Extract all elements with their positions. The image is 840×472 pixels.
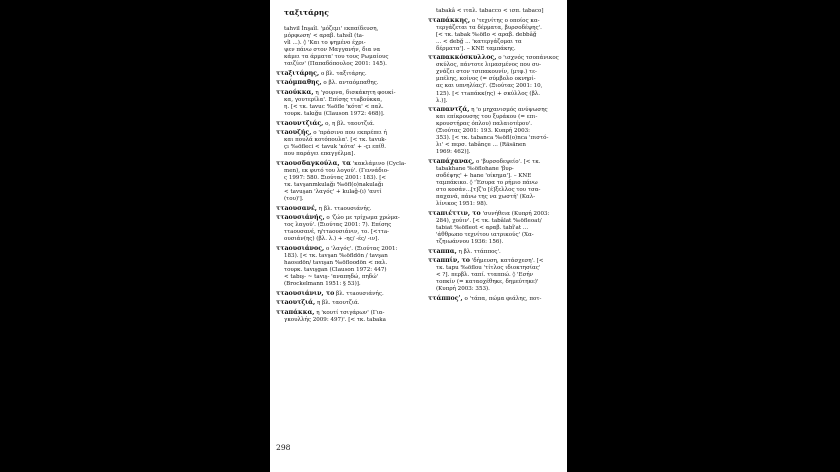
- entry-text: ο 'ισχνός τσοπάνικος σκύλος, πάντοτε λιμασμένος που συ- χνάζει στον τσιπακουνίν, (μτφ.) τε- μπέλης, κοίνος (= σύμβολο οκνηρί- ας και υπνηλίας)'. (Ξιούτας 2001: 10, 125). [< ττaπάκκ(ης) + σκύλλος (βλ. λ.)].: [436, 55, 559, 104]
- dictionary-entry: [276, 205, 424, 213]
- left-column: [276, 26, 424, 325]
- dictionary-entry: [276, 245, 424, 288]
- entry-headword: ττaπιέττιν, το: [428, 209, 481, 217]
- entry-text: ο βλ. ανταόμπαθης.: [321, 80, 379, 87]
- dictionary-entry: [276, 299, 424, 307]
- dictionary-entry: [428, 295, 563, 303]
- entry-headword: ττaουσανέ,: [276, 204, 318, 212]
- entry-headword: ττaουσιάνιν, το: [276, 289, 335, 297]
- dictionary-entry: [428, 248, 563, 256]
- entry-text: ο 'πράσινο που εκπρέπει ή και πουλά κοτόπουλα'. [< τκ. tavuk- çı ‰öfleci < tavuk 'κότα' + -çı επίθ. που παράγει επαγγέλμα].: [284, 130, 387, 158]
- right-column: [428, 8, 563, 304]
- dictionary-entry: [276, 309, 424, 324]
- entry-headword: ττaπάκκης,: [428, 16, 471, 24]
- dictionary-entry: [276, 79, 424, 87]
- entry-headword: ττaουτζιά,: [276, 299, 316, 307]
- entry-text: tabakâ < ιταλ. tabacco < ισπ. tabaco]: [436, 8, 544, 14]
- entry-text: ο 'ζώο με τρίχωμα χρώμα- τος λαγού'. (Ξιούτας 2001: 7). Επίσης ττaουσανέ, η/ττaουσιάνιν, το. [<ττa- ουσιάν(ης) (βλ. λ.) + -ης/ -ές/ -ιν].: [284, 215, 400, 243]
- dictionary-entry: [428, 158, 563, 208]
- entry-headword: ττaπακκόσκυλλος,: [428, 54, 497, 62]
- dictionary-entry: [428, 8, 563, 15]
- dictionary-entry: [276, 129, 424, 158]
- entry-headword: ττaόμπαθης,: [276, 79, 322, 87]
- entry-text: η βλ. ταουτζιά.: [315, 300, 360, 307]
- dictionary-entry: [276, 26, 424, 68]
- dictionary-entry: [428, 17, 563, 53]
- entry-headword: ττaππίν, το: [428, 257, 471, 265]
- entry-text: ο 'βυρσοδεψείο'. [< τκ. tabakhane ‰öflohane 'βυρ- σοδέψης' + hane 'οίκημα']. – ΚΝΕ ταμπάκικο. ◊ 'Έσυρα το ρήμιο πάνω στο κοσάν...[τ]ζ'ο [έ]ξελλος του τσα- παχανά, πάνω της να χωστή' (Καλ- λίνικος 1951: 98).: [436, 158, 541, 208]
- entry-headword: ττaπάχανας,: [428, 157, 475, 165]
- entry-headword: ττaπαντζά,: [428, 106, 470, 114]
- entry-text: ο, η βλ. ταουτζιά.: [323, 120, 375, 127]
- entry-text: η βλ. ττaουσιάνής.: [317, 205, 372, 212]
- entry-text: tahvil İnşaîl. 'μόζεμι' εκπαίδευση, μόρφωση' < αραβ. tahsîl (ta- vîl ...). ◊ 'Και το ψημένο έχρι- ψεν πάνω στον Μαγγανήν, δια να κάμει τα άρματα' του τους Ρωμαίους ταιζίεν' (Παπαδόπουλος 2001: 145).: [284, 26, 389, 68]
- entry-text: ο 'λαγός'. (Ξιούτας 2001: 183). [< τκ. tavşan ‰öfldön / tavşan haosıdön/ tavışan ‰öfloodön < παλ. τουρκ. tavışgan (Clauson 1972: 447) < tabış- ~ tavış- 'αναπηδώ, πηδώ' (Brockelmann 1951: § 53)].: [284, 245, 398, 288]
- dictionary-entry: [428, 210, 563, 246]
- entry-text: η 'κουτί τσιγάρων' (Για- γκουλλής 2009: 497)'. [< τκ. tabaka: [284, 309, 386, 323]
- entry-text: η 'γουρνα, δισκάκητη φουκί- κα, γουτερίλα'. Επίσης ττaβούκκα, η. [< τκ. tavuc ‰öfle 'κότα' < παλ. τουρκ. takığu (Clauson 1972: 468)].: [284, 89, 396, 118]
- entry-headword: ττaππα,: [428, 247, 457, 255]
- entry-headword: ττάππος',: [428, 294, 463, 302]
- dictionary-entry: [276, 214, 424, 243]
- entry-headword: ττaπάκκα,: [276, 308, 315, 316]
- entry-text: η 'ο μηχανισμός ανύψωσης και επίκρουσης του ξυράκου (= επι- κρουστήρας όπλου) παλαιοτέρου'. (Ξιούτας 2001: 193. Κυπρή 2003: 353). [< τκ. tabanca ‰öfl(o)nca 'πιστό- λι' < περσ. tabânçe ... (Räsänen 1969: 462)].: [436, 107, 549, 156]
- entry-headword: ττaουσδαγκούλα, τα: [276, 159, 351, 167]
- entry-headword: ττaούκκα,: [276, 88, 314, 96]
- entry-text: βλ. ττaουσιάνής.: [334, 290, 384, 297]
- entry-headword: ττaουζής,: [276, 129, 312, 137]
- entry-headword: ττaουσιάνής,: [276, 214, 325, 222]
- dictionary-entry: [276, 290, 424, 298]
- dictionary-entry: [276, 120, 424, 128]
- entry-text: ο βλ. ταξιτάρης.: [319, 70, 367, 77]
- entry-text: 'κακλάμινο (Cycla- men), εκ φυτό του λογού'. (Γεννάδιο- ς 1997: 580. Ξιούτας 2001: 183). [< τκ. tavşanmkulağı ‰öfl(o)nakulağı < tavuşan 'λαγός' + kulağ-(ı) 'αυτί (του)'].: [284, 160, 407, 203]
- entry-headword: ττaουσιάνος,: [276, 244, 325, 252]
- running-head: ταξιτάρης: [284, 8, 329, 17]
- entry-text: 'συνήθεια (Κυπρή 2003: 284), χούιν'. [< τκ. tabâlat ‰öfleoat/ tabiat ‰öfleot < αραβ. tabî'at ... 'άθθρωπο τεχνίτου ιατρικούς' (Χα- τζηιωάννου 1936: 156).: [436, 210, 550, 245]
- dictionary-page: [270, 0, 567, 472]
- dictionary-entry: [276, 70, 424, 78]
- dictionary-entry: [428, 106, 563, 156]
- dictionary-entry: [428, 257, 563, 293]
- entry-headword: ττaξιτάρης,: [276, 69, 320, 77]
- entry-text: η βλ. ττάππος'.: [456, 248, 501, 255]
- dictionary-entry: [276, 160, 424, 203]
- entry-headword: ττaουντζιάς,: [276, 119, 324, 127]
- page-number: 298: [276, 443, 291, 452]
- dictionary-entry: [428, 54, 563, 104]
- dictionary-entry: [276, 89, 424, 118]
- entry-text: 'δήμευση, κατάσχεση'. [< τκ. tapu ‰öflou 'τίτλος ιδιοκτησίας' < ?]. περβλ. ταπί. τταππώ. ◊ 'Εσήν τοπκίν (= καταοχέθηκε, δημεύτηκε)' (Κυπρή 2003: 353).: [436, 258, 544, 293]
- entry-text: ο 'τεχνίτης ο οποίος κα- τεργάζεται τα δέρματα, βυρσοδέψης'. [< τκ. tabak ‰öflo < αραβ. debbâğ ... < debğ ... 'κατεργάζομαι τα δέρματα']. – ΚΝΕ ταμπάκης.: [436, 17, 542, 52]
- entry-text: ο 'τάπα, πώμα φιάλης, ποτ-: [462, 295, 542, 302]
